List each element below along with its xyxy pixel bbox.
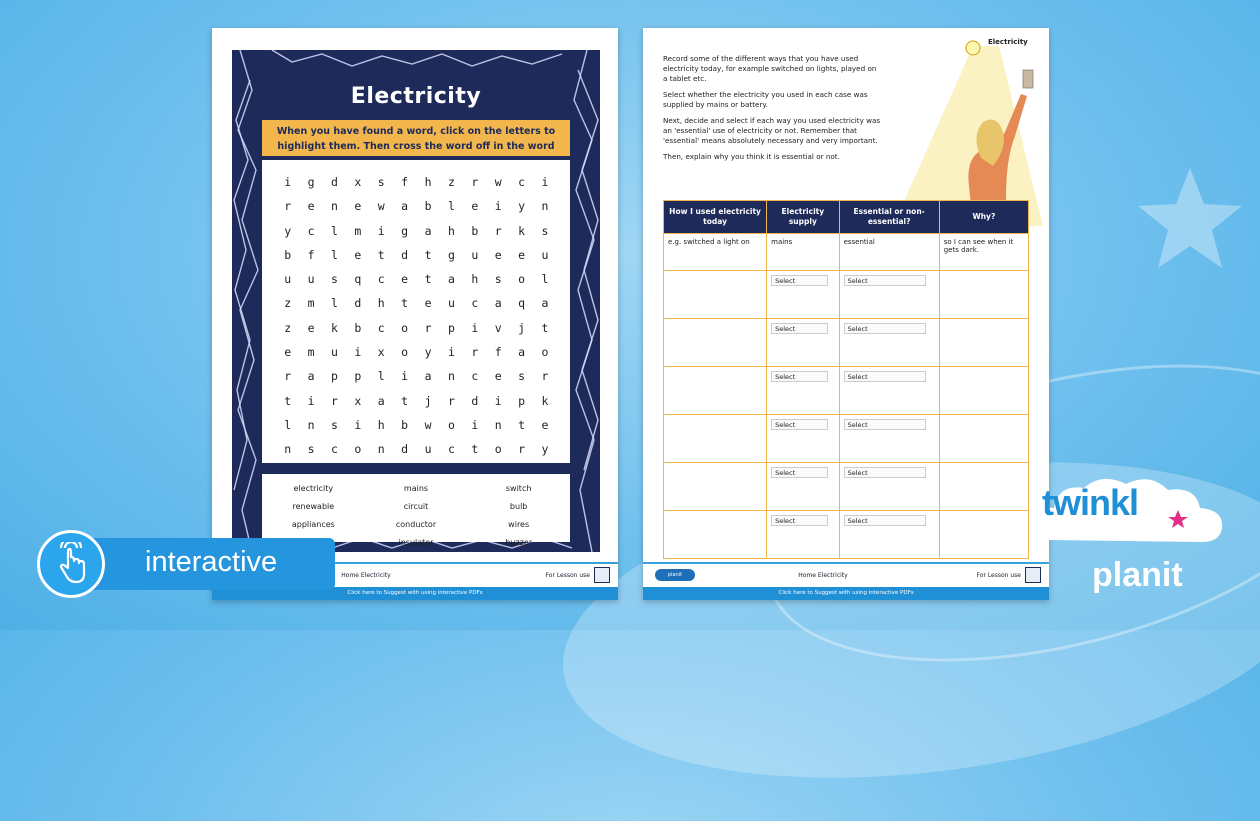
resource-badge-icon <box>594 567 610 583</box>
grid-letter[interactable]: y <box>284 223 292 238</box>
grid-letter[interactable]: b <box>424 199 432 214</box>
select-cell <box>767 511 839 559</box>
select-cell <box>839 415 939 463</box>
twinkl-logo-text: twinkl <box>1042 482 1139 523</box>
grid-letter[interactable]: n <box>541 199 549 214</box>
grid-letter[interactable]: x <box>354 393 362 408</box>
grid-letter[interactable]: f <box>401 175 409 189</box>
word-bank-item[interactable]: electricity <box>293 484 334 493</box>
header-why: Why? <box>939 201 1028 234</box>
example-essential: essential <box>839 234 939 271</box>
grid-letter[interactable]: o <box>401 345 409 360</box>
grid-letter[interactable]: t <box>424 247 432 262</box>
grid-letter[interactable]: y <box>424 345 432 360</box>
grid-letter[interactable]: u <box>331 345 338 360</box>
select-cell <box>767 415 839 463</box>
table-row <box>664 415 1029 463</box>
footer-title: Home Electricity <box>341 571 391 579</box>
grid-letter[interactable]: u <box>541 247 549 262</box>
instruction-paragraph: Select whether the electricity you used in each case was supplied by mains or battery. <box>663 90 868 109</box>
grid-letter[interactable]: e <box>494 247 502 262</box>
grid-letter[interactable]: s <box>541 223 549 238</box>
grid-letter[interactable]: b <box>401 417 409 432</box>
grid-letter[interactable]: r <box>284 369 292 384</box>
grid-letter[interactable]: v <box>494 320 502 335</box>
grid-letter[interactable]: a <box>424 369 432 384</box>
grid-letter[interactable]: z <box>284 320 292 335</box>
grid-letter[interactable]: n <box>494 417 502 432</box>
instruction-paragraph: Next, decide and select if each way you used electricity was an 'essential' use of electricity or not. Remember that 'essential' means absolutely necessary and very important. <box>663 116 881 145</box>
grid-letter[interactable]: u <box>447 296 455 311</box>
grid-letter[interactable]: e <box>284 345 292 360</box>
usage-input-cell[interactable] <box>664 367 767 415</box>
grid-letter[interactable]: w <box>377 199 385 214</box>
grid-letter[interactable]: d <box>401 247 409 262</box>
grid-letter[interactable]: u <box>471 247 479 262</box>
grid-letter[interactable]: q <box>518 296 526 311</box>
grid-letter[interactable]: r <box>424 320 432 335</box>
grid-letter[interactable]: k <box>541 393 549 408</box>
lamp-label: Electricity <box>988 38 1028 46</box>
header-usage: How I used electricity today <box>664 201 767 234</box>
grid-letter[interactable]: t <box>401 393 409 408</box>
supply-select[interactable]: Select <box>771 323 828 334</box>
grid-letter[interactable]: c <box>447 442 455 457</box>
word-bank-item[interactable]: circuit <box>403 502 429 511</box>
supply-select[interactable]: Select <box>771 371 828 382</box>
select-cell <box>767 367 839 415</box>
grid-letter[interactable]: c <box>307 223 315 238</box>
essential-select[interactable]: Select <box>844 371 926 382</box>
grid-letter[interactable]: f <box>307 247 315 262</box>
usage-input-cell[interactable] <box>664 271 767 319</box>
star-icon <box>1130 160 1250 280</box>
grid-letter[interactable]: h <box>447 223 455 238</box>
footer-right-label: For Lesson use <box>545 571 590 579</box>
grid-letter[interactable]: t <box>518 417 526 432</box>
grid-letter[interactable]: d <box>401 442 409 457</box>
example-usage: e.g. switched a light on <box>664 234 767 271</box>
wordsearch-grid <box>276 170 557 462</box>
footer-title: Home Electricity <box>798 571 848 579</box>
grid-letter[interactable]: a <box>447 272 455 287</box>
why-input-cell[interactable] <box>939 271 1028 319</box>
grid-letter[interactable]: i <box>471 320 479 335</box>
grid-letter[interactable]: i <box>284 175 292 189</box>
grid-letter[interactable]: r <box>494 223 502 238</box>
grid-letter[interactable]: z <box>284 296 292 311</box>
word-bank-item[interactable]: insulator <box>398 538 434 547</box>
footer-right <box>520 567 618 583</box>
grid-letter[interactable]: g <box>401 223 409 238</box>
grid-letter[interactable]: i <box>401 369 409 384</box>
grid-letter[interactable]: r <box>471 175 479 189</box>
supply-select[interactable]: Select <box>771 467 828 478</box>
grid-letter[interactable]: a <box>424 223 432 238</box>
footer-strip[interactable]: Click here to Suggest with using interactive PDFs <box>212 587 618 600</box>
select-cell <box>839 511 939 559</box>
usage-input-cell[interactable] <box>664 319 767 367</box>
grid-letter[interactable]: s <box>518 369 526 384</box>
grid-letter[interactable]: i <box>354 417 362 432</box>
grid-letter[interactable]: b <box>354 320 362 335</box>
grid-letter[interactable]: h <box>377 417 385 432</box>
grid-letter[interactable]: g <box>447 247 455 262</box>
grid-letter[interactable]: f <box>494 345 502 360</box>
grid-letter[interactable]: n <box>331 199 338 214</box>
grid-letter[interactable]: r <box>471 345 479 360</box>
grid-letter[interactable]: d <box>354 296 362 311</box>
grid-letter[interactable]: y <box>541 442 549 457</box>
grid-letter[interactable]: t <box>284 393 292 408</box>
grid-letter[interactable]: p <box>447 320 455 335</box>
grid-letter[interactable]: e <box>518 247 526 262</box>
grid-letter[interactable]: o <box>518 272 526 287</box>
footer-strip[interactable]: Click here to Suggest with using interactive PDFs <box>643 587 1049 600</box>
word-bank-item[interactable]: bulb <box>509 502 528 511</box>
grid-letter[interactable]: e <box>307 199 315 214</box>
table-row <box>664 463 1029 511</box>
instruction-paragraph: Then, explain why you think it is essential or not. <box>663 152 840 161</box>
why-input-cell[interactable] <box>939 463 1028 511</box>
grid-letter[interactable]: r <box>331 393 338 408</box>
footer-right-label: For Lesson use <box>976 571 1021 579</box>
word-bank-item[interactable]: wires <box>508 520 530 529</box>
grid-letter[interactable]: i <box>494 199 502 214</box>
grid-letter[interactable]: e <box>541 417 549 432</box>
touch-hand-icon <box>37 530 105 598</box>
grid-letter[interactable]: t <box>401 296 409 311</box>
grid-letter[interactable]: i <box>377 223 385 238</box>
grid-letter[interactable]: o <box>494 442 502 457</box>
grid-letter[interactable]: r <box>284 199 292 214</box>
footer-right <box>951 567 1049 583</box>
grid-letter[interactable]: m <box>307 345 315 360</box>
grid-letter[interactable]: p <box>354 369 362 384</box>
grid-letter[interactable]: g <box>307 175 315 189</box>
grid-letter[interactable]: u <box>284 272 292 287</box>
grid-letter[interactable]: n <box>377 442 385 457</box>
grid-letter[interactable]: l <box>377 369 385 384</box>
grid-letter[interactable]: s <box>307 442 315 457</box>
grid-letter[interactable]: i <box>471 417 479 432</box>
essential-select[interactable]: Select <box>844 419 926 430</box>
grid-letter[interactable]: l <box>447 199 455 214</box>
essential-select[interactable]: Select <box>844 515 926 526</box>
example-row <box>664 234 1029 271</box>
usage-input-cell[interactable] <box>664 415 767 463</box>
word-bank-item[interactable]: appliances <box>291 520 335 529</box>
activity-table <box>663 200 1029 559</box>
grid-letter[interactable]: n <box>447 369 455 384</box>
supply-select[interactable]: Select <box>771 515 828 526</box>
activity-page <box>643 28 1049 600</box>
grid-letter[interactable]: p <box>331 369 338 384</box>
select-cell <box>767 271 839 319</box>
grid-letter[interactable]: i <box>541 175 549 189</box>
grid-letter[interactable]: x <box>377 345 385 360</box>
grid-letter[interactable]: h <box>377 296 385 311</box>
supply-select[interactable]: Select <box>771 419 828 430</box>
grid-letter[interactable]: c <box>471 369 479 384</box>
header-essential: Essential or non-essential? <box>839 201 939 234</box>
select-cell <box>839 271 939 319</box>
word-bank-item[interactable]: switch <box>505 484 532 493</box>
table-row <box>664 319 1029 367</box>
grid-letter[interactable]: d <box>331 175 338 189</box>
grid-letter[interactable]: a <box>377 393 385 408</box>
word-bank-item[interactable]: buzzer <box>505 538 533 547</box>
grid-letter[interactable]: a <box>518 345 526 360</box>
wordsearch-page <box>212 28 618 600</box>
grid-letter[interactable]: h <box>471 272 479 287</box>
interactive-label: interactive <box>145 546 278 578</box>
example-why: so I can see when it gets dark. <box>939 234 1028 271</box>
essential-select[interactable]: Select <box>844 467 926 478</box>
grid-letter[interactable]: x <box>354 175 362 189</box>
select-cell <box>839 319 939 367</box>
why-input-cell[interactable] <box>939 367 1028 415</box>
planit-footer-logo: planit <box>655 569 695 581</box>
grid-letter[interactable]: l <box>331 296 338 311</box>
page-footer <box>643 562 1049 586</box>
grid-letter[interactable]: e <box>401 272 409 287</box>
grid-letter[interactable]: n <box>307 417 315 432</box>
grid-letter[interactable]: i <box>354 345 362 360</box>
select-cell <box>839 367 939 415</box>
grid-letter[interactable]: u <box>307 272 315 287</box>
supply-select[interactable]: Select <box>771 275 828 286</box>
grid-letter[interactable]: l <box>331 223 338 238</box>
essential-select[interactable]: Select <box>844 323 926 334</box>
grid-letter[interactable]: j <box>518 320 526 335</box>
planit-logo-text: planit <box>1092 556 1183 594</box>
grid-letter[interactable]: q <box>354 272 362 287</box>
header-supply: Electricity supply <box>767 201 839 234</box>
usage-input-cell[interactable] <box>664 511 767 559</box>
grid-letter[interactable]: w <box>494 175 502 189</box>
grid-letter[interactable]: e <box>354 247 362 262</box>
instructions-box: When you have found a word, click on the letters to highlight them. Then cross the word off in the word <box>262 120 570 156</box>
grid-letter[interactable]: r <box>541 369 549 384</box>
grid-letter[interactable]: i <box>494 393 502 408</box>
table-row <box>664 271 1029 319</box>
grid-letter[interactable]: p <box>518 393 526 408</box>
grid-letter[interactable]: i <box>307 393 315 408</box>
grid-letter[interactable]: s <box>494 272 502 287</box>
usage-input-cell[interactable] <box>664 463 767 511</box>
grid-letter[interactable]: u <box>424 442 432 457</box>
essential-select[interactable]: Select <box>844 275 926 286</box>
grid-letter[interactable]: s <box>377 175 385 189</box>
grid-letter[interactable]: b <box>284 247 292 262</box>
grid-letter[interactable]: c <box>331 442 338 457</box>
grid-letter[interactable]: a <box>541 296 549 311</box>
grid-letter[interactable]: c <box>377 272 385 287</box>
grid-letter[interactable]: a <box>494 296 502 311</box>
grid-letter[interactable]: t <box>471 442 479 457</box>
select-cell <box>767 463 839 511</box>
grid-letter[interactable]: k <box>331 320 338 335</box>
table-row <box>664 367 1029 415</box>
grid-letter[interactable]: s <box>331 272 338 287</box>
why-input-cell[interactable] <box>939 511 1028 559</box>
grid-letter[interactable]: n <box>284 442 292 457</box>
select-cell <box>767 319 839 367</box>
grid-letter[interactable]: z <box>447 175 455 189</box>
select-cell <box>839 463 939 511</box>
example-supply: mains <box>767 234 839 271</box>
resource-badge-icon <box>1025 567 1041 583</box>
grid-letter[interactable]: l <box>541 272 549 287</box>
word-bank-item[interactable]: renewable <box>292 502 335 511</box>
grid-letter[interactable]: t <box>377 247 385 262</box>
grid-letter[interactable]: e <box>424 296 432 311</box>
table-row <box>664 511 1029 559</box>
grid-letter[interactable]: r <box>518 442 526 457</box>
grid-letter[interactable]: m <box>307 296 315 311</box>
lightning-frame <box>232 50 600 552</box>
word-bank-item[interactable]: conductor <box>395 520 437 529</box>
grid-letter[interactable]: o <box>354 442 362 457</box>
grid-letter[interactable]: j <box>424 393 432 408</box>
grid-letter[interactable]: c <box>518 175 526 189</box>
worksheet-title: Electricity <box>350 84 482 109</box>
grid-letter[interactable]: e <box>354 199 362 214</box>
grid-letter[interactable]: b <box>471 223 479 238</box>
grid-letter[interactable]: l <box>284 417 292 432</box>
grid-letter[interactable]: e <box>494 369 502 384</box>
grid-letter[interactable]: m <box>354 223 362 238</box>
word-bank-item[interactable]: mains <box>403 484 429 493</box>
grid-letter[interactable]: c <box>471 296 479 311</box>
grid-letter[interactable]: c <box>377 320 385 335</box>
grid-letter[interactable]: o <box>401 320 409 335</box>
grid-letter[interactable]: w <box>424 417 432 432</box>
why-input-cell[interactable] <box>939 415 1028 463</box>
grid-letter[interactable]: e <box>471 199 479 214</box>
grid-letter[interactable]: l <box>331 247 338 262</box>
wordsearch-grid-box <box>262 160 570 463</box>
grid-letter[interactable]: d <box>471 393 479 408</box>
grid-letter[interactable]: a <box>307 369 315 384</box>
why-input-cell[interactable] <box>939 319 1028 367</box>
grid-letter[interactable]: t <box>424 272 432 287</box>
grid-letter[interactable]: k <box>518 223 526 238</box>
grid-letter[interactable]: s <box>331 417 338 432</box>
grid-letter[interactable]: t <box>541 320 549 335</box>
interactive-badge <box>37 530 335 598</box>
activity-instructions <box>663 54 881 168</box>
grid-letter[interactable]: h <box>424 175 432 189</box>
grid-letter[interactable]: o <box>447 417 455 432</box>
grid-letter[interactable]: r <box>447 393 455 408</box>
grid-letter[interactable]: a <box>401 199 409 214</box>
grid-letter[interactable]: i <box>447 345 455 360</box>
grid-letter[interactable]: e <box>307 320 315 335</box>
grid-letter[interactable]: o <box>541 345 549 360</box>
instruction-paragraph: Record some of the different ways that you have used electricity today, for example switched on lights, played on a tablet etc. <box>663 54 877 83</box>
grid-letter[interactable]: y <box>518 199 526 214</box>
